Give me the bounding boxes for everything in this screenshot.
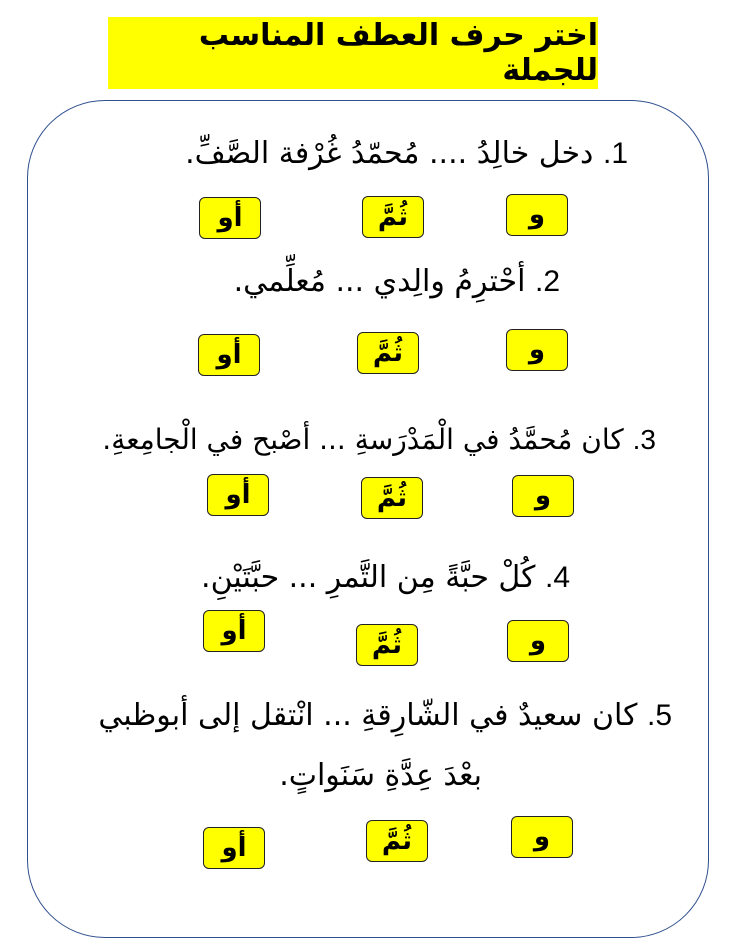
question-5: [98, 696, 672, 736]
question-4: [201, 558, 570, 598]
question-4-text: كُلْ حبَّةً مِن التَّمرِ ... حبَّتَيْنِ.: [201, 560, 536, 595]
question-1-option-aw[interactable]: أو: [199, 197, 261, 239]
question-3-text: كان مُحمَّدُ في الْمَدْرَسةِ ... أصْبح في الْجامِعةِ.: [102, 423, 624, 456]
question-3-option-aw[interactable]: أو: [207, 474, 269, 516]
question-4-option-thumma[interactable]: ثُمَّ: [356, 624, 418, 666]
question-3-number: 3.: [632, 424, 656, 455]
question-3: [102, 420, 656, 460]
question-5-text: كان سعيدٌ في الشّارِقةِ ... انْتقل إلى أبوظبي: [98, 698, 638, 733]
question-4-option-waw[interactable]: و: [507, 620, 569, 662]
worksheet-title-text: اختر حرف العطف المناسب للجملة: [198, 18, 598, 88]
question-5-number: 5.: [646, 699, 672, 732]
question-2-option-aw[interactable]: أو: [198, 334, 260, 376]
question-1-option-waw[interactable]: و: [506, 194, 568, 236]
question-1-text: دخل خالِدُ .... مُحمّدُ غُرْفة الصَّفِّ.: [185, 136, 594, 171]
question-2: [234, 262, 560, 302]
question-1-option-thumma[interactable]: ثُمَّ: [362, 196, 424, 238]
question-4-number: 4.: [544, 561, 570, 594]
question-1: [185, 134, 628, 174]
question-1-number: 1.: [602, 137, 628, 170]
question-4-option-aw[interactable]: أو: [203, 610, 265, 652]
question-5-option-waw[interactable]: و: [511, 816, 573, 858]
question-5-line-2: [279, 756, 482, 796]
question-2-number: 2.: [534, 265, 560, 298]
worksheet-title: [108, 17, 598, 89]
question-3-option-waw[interactable]: و: [512, 475, 574, 517]
question-5-option-thumma[interactable]: ثُمَّ: [366, 820, 428, 862]
question-5-option-aw[interactable]: أو: [203, 827, 265, 869]
question-2-option-waw[interactable]: و: [506, 329, 568, 371]
question-5-text-line-2: بعْدَ عِدَّةِ سَنَواتٍ.: [279, 758, 482, 793]
question-2-option-thumma[interactable]: ثُمَّ: [357, 332, 419, 374]
question-3-option-thumma[interactable]: ثُمَّ: [361, 477, 423, 519]
question-2-text: أحْترِمُ والِدي ... مُعلِّمي.: [233, 264, 526, 299]
